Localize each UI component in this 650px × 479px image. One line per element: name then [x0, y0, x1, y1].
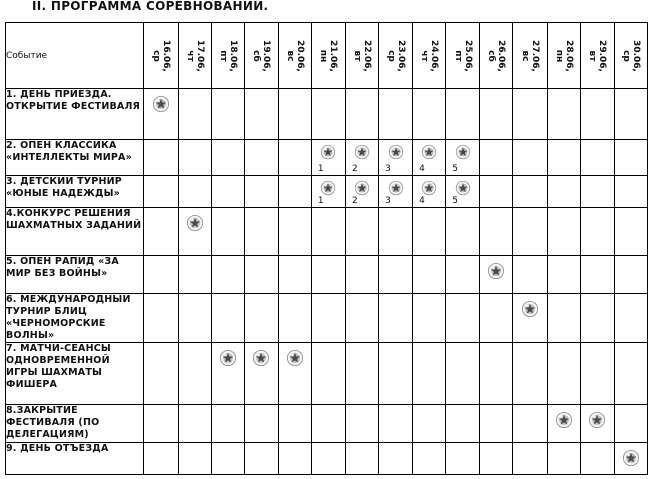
day-cell: [446, 256, 480, 294]
star-ball-icon: [252, 349, 270, 367]
day-cell: [244, 443, 278, 475]
day-cell: [345, 256, 378, 294]
date-column-header: [446, 23, 480, 89]
date-value: 22.06,: [362, 39, 373, 72]
day-cell: [345, 343, 378, 405]
day-cell: [144, 140, 178, 176]
star-ball-icon: [487, 262, 505, 280]
day-cell: [547, 256, 580, 294]
date-label: [151, 40, 171, 72]
day-cell: [580, 256, 614, 294]
star-ball-icon: [320, 144, 336, 160]
day-cell: [446, 405, 480, 443]
date-value: 30.06,: [630, 39, 641, 72]
day-cell: [211, 343, 244, 405]
day-cell: [278, 89, 311, 140]
day-cell: [345, 208, 378, 256]
star-ball-icon: [286, 349, 304, 367]
day-cell: [311, 89, 345, 140]
day-cell: [413, 256, 446, 294]
star-ball-icon: [421, 144, 437, 160]
date-label: [285, 40, 305, 72]
day-cell: [513, 443, 547, 475]
day-cell: [513, 176, 547, 208]
date-label: [318, 40, 338, 72]
event-name: 7. МАТЧИ-СЕАНСЫ ОДНОВРЕМЕННОЙ ИГРЫ ШАХМАТЫ ФИШЕРА: [6, 343, 144, 405]
date-value: 16.06,: [160, 39, 171, 72]
day-cell: [211, 256, 244, 294]
day-cell: [144, 405, 178, 443]
star-ball-icon: [455, 144, 471, 160]
date-value: 27.06,: [530, 39, 540, 72]
day-of-week: сб: [251, 49, 262, 62]
day-cell: [144, 256, 178, 294]
round-number: 3: [385, 164, 391, 174]
day-cell: [580, 140, 614, 176]
day-cell: [547, 140, 580, 176]
date-label: [218, 40, 238, 72]
day-cell: [278, 140, 311, 176]
table-row: [6, 343, 648, 405]
header-row: [6, 23, 648, 89]
day-of-week: вт: [352, 50, 363, 61]
day-cell: [244, 176, 278, 208]
date-column-header: [345, 23, 378, 89]
day-cell: [480, 443, 513, 475]
day-of-week: пн: [318, 49, 329, 62]
day-cell: [345, 443, 378, 475]
event-name: 5. ОПЕН РАПИД «ЗА МИР БЕЗ ВОЙНЫ»: [6, 256, 144, 294]
event-name: 4.КОНКУРС РЕШЕНИЯ ШАХМАТНЫХ ЗАДАНИЙ: [6, 208, 144, 256]
star-ball-icon: [354, 180, 370, 196]
star-ball-icon: [421, 180, 437, 196]
day-of-week: вс: [520, 49, 530, 62]
star-ball-icon: [388, 180, 404, 196]
day-cell: [446, 343, 480, 405]
day-cell: [278, 443, 311, 475]
day-of-week: ср: [385, 49, 396, 62]
day-cell: [513, 256, 547, 294]
day-cell: [178, 208, 211, 256]
date-column-header: [513, 23, 547, 89]
star-ball-icon: [622, 449, 640, 467]
event-name: 1. ДЕНЬ ПРИЕЗДА. ОТКРЫТИЕ ФЕСТИВАЛЯ: [6, 89, 144, 140]
day-cell: [547, 343, 580, 405]
day-cell: [547, 405, 580, 443]
date-column-header: [614, 23, 647, 89]
star-ball-icon: [219, 349, 237, 367]
day-cell: [278, 176, 311, 208]
day-of-week: вс: [284, 49, 295, 62]
day-cell: [278, 256, 311, 294]
table-row: [6, 140, 648, 176]
date-value: 17.06,: [194, 39, 205, 72]
event-column-header: Событие: [6, 23, 144, 89]
day-cell: [446, 294, 480, 343]
table-row: [6, 405, 648, 443]
day-cell: [480, 208, 513, 256]
day-cell: [413, 140, 446, 176]
day-cell: [480, 294, 513, 343]
day-cell: [614, 256, 647, 294]
date-label: [621, 40, 641, 72]
day-of-week: пн: [553, 49, 564, 62]
date-label: [185, 40, 205, 72]
day-cell: [278, 294, 311, 343]
day-cell: [446, 89, 480, 140]
day-cell: [144, 208, 178, 256]
day-cell: [211, 89, 244, 140]
day-cell: [345, 140, 378, 176]
date-column-header: [580, 23, 614, 89]
day-cell: [480, 89, 513, 140]
page-title: II. ПРОГРАММА СОРЕВНОВАНИЙ.: [32, 0, 269, 13]
round-number: 1: [317, 164, 324, 174]
star-ball-icon: [320, 180, 336, 196]
date-column-header: [480, 23, 513, 89]
day-cell: [413, 176, 446, 208]
day-cell: [178, 443, 211, 475]
day-cell: [413, 443, 446, 475]
day-cell: [580, 343, 614, 405]
day-cell: [345, 294, 378, 343]
day-cell: [244, 208, 278, 256]
round-number: 1: [317, 196, 324, 206]
date-label: [251, 40, 271, 72]
day-cell: [614, 140, 647, 176]
date-label: [554, 40, 574, 72]
event-name: 9. ДЕНЬ ОТЪЕЗДА: [6, 443, 144, 475]
day-cell: [513, 405, 547, 443]
day-cell: [446, 176, 480, 208]
day-cell: [413, 294, 446, 343]
date-column-header: [211, 23, 244, 89]
table-row: [6, 89, 648, 140]
day-cell: [614, 208, 647, 256]
day-cell: [379, 89, 413, 140]
star-ball-icon: [455, 180, 471, 196]
date-column-header: [278, 23, 311, 89]
day-cell: [480, 256, 513, 294]
day-of-week: ср: [620, 49, 631, 62]
date-column-header: [244, 23, 278, 89]
round-number: 3: [385, 196, 391, 206]
day-cell: [480, 343, 513, 405]
day-cell: [580, 208, 614, 256]
date-column-header: [178, 23, 211, 89]
date-value: 20.06,: [294, 39, 305, 72]
star-ball-icon: [152, 95, 170, 113]
day-cell: [446, 140, 480, 176]
date-value: 18.06,: [227, 39, 238, 72]
date-column-header: [144, 23, 178, 89]
day-of-week: пт: [217, 49, 228, 62]
date-value: 26.06,: [496, 39, 507, 72]
date-label: [453, 40, 473, 72]
round-number: 5: [452, 196, 458, 206]
day-cell: [278, 343, 311, 405]
star-ball-icon: [555, 411, 573, 429]
day-of-week: чт: [419, 49, 430, 62]
day-cell: [244, 294, 278, 343]
day-cell: [513, 294, 547, 343]
day-cell: [580, 294, 614, 343]
day-cell: [379, 443, 413, 475]
day-cell: [311, 294, 345, 343]
day-cell: [513, 343, 547, 405]
day-cell: [480, 140, 513, 176]
day-cell: [144, 443, 178, 475]
date-label: [520, 40, 540, 72]
day-of-week: вт: [587, 50, 598, 61]
table-row: [6, 208, 648, 256]
day-cell: [413, 405, 446, 443]
day-cell: [379, 176, 413, 208]
day-cell: [211, 405, 244, 443]
day-cell: [211, 176, 244, 208]
day-cell: [614, 89, 647, 140]
day-of-week: пт: [452, 49, 463, 62]
table-row: [6, 443, 648, 475]
round-number: 4: [419, 196, 425, 206]
event-name: 2. ОПЕН КЛАССИКА «ИНТЕЛЛЕКТЫ МИРА»: [6, 140, 144, 176]
day-of-week: ср: [150, 49, 161, 62]
star-ball-icon: [186, 214, 204, 232]
day-cell: [211, 443, 244, 475]
day-cell: [244, 343, 278, 405]
day-cell: [513, 89, 547, 140]
round-number: 2: [351, 196, 358, 206]
date-value: 29.06,: [597, 39, 608, 72]
day-of-week: сб: [486, 49, 497, 62]
day-cell: [311, 208, 345, 256]
date-column-header: [547, 23, 580, 89]
day-cell: [480, 176, 513, 208]
day-cell: [614, 343, 647, 405]
day-cell: [547, 294, 580, 343]
day-cell: [614, 176, 647, 208]
day-cell: [244, 256, 278, 294]
day-cell: [178, 343, 211, 405]
schedule-table: [5, 22, 648, 475]
round-number: 4: [419, 164, 425, 174]
star-ball-icon: [588, 411, 606, 429]
day-cell: [547, 208, 580, 256]
day-cell: [413, 89, 446, 140]
day-cell: [345, 89, 378, 140]
day-cell: [144, 294, 178, 343]
day-cell: [244, 140, 278, 176]
date-label: [419, 40, 439, 72]
day-cell: [513, 140, 547, 176]
star-ball-icon: [354, 144, 370, 160]
day-cell: [614, 405, 647, 443]
round-number: 5: [452, 164, 458, 174]
day-cell: [580, 405, 614, 443]
day-cell: [446, 443, 480, 475]
day-cell: [178, 176, 211, 208]
day-cell: [614, 443, 647, 475]
day-cell: [311, 405, 345, 443]
day-cell: [244, 89, 278, 140]
day-cell: [311, 343, 345, 405]
day-cell: [278, 208, 311, 256]
date-label: [386, 40, 406, 72]
date-value: 19.06,: [261, 39, 272, 72]
day-cell: [311, 443, 345, 475]
day-cell: [379, 256, 413, 294]
day-cell: [144, 176, 178, 208]
day-cell: [345, 176, 378, 208]
day-cell: [345, 405, 378, 443]
day-cell: [379, 294, 413, 343]
day-cell: [547, 443, 580, 475]
day-cell: [379, 140, 413, 176]
day-cell: [178, 140, 211, 176]
date-value: 24.06,: [429, 39, 440, 72]
schedule-body: [6, 89, 648, 475]
date-column-header: [413, 23, 446, 89]
star-ball-icon: [388, 144, 404, 160]
day-cell: [580, 89, 614, 140]
day-cell: [244, 405, 278, 443]
day-cell: [379, 343, 413, 405]
round-number: 2: [351, 164, 358, 174]
day-cell: [580, 176, 614, 208]
date-value: 28.06,: [563, 39, 574, 72]
day-cell: [211, 294, 244, 343]
day-cell: [311, 140, 345, 176]
date-label: [352, 40, 372, 72]
day-cell: [413, 343, 446, 405]
day-cell: [144, 89, 178, 140]
day-cell: [547, 89, 580, 140]
day-cell: [178, 405, 211, 443]
date-label: [486, 40, 506, 72]
date-label: [587, 40, 607, 72]
day-cell: [379, 208, 413, 256]
event-name: 3. ДЕТСКИЙ ТУРНИР «ЮНЫЕ НАДЕЖДЫ»: [6, 176, 144, 208]
table-row: [6, 176, 648, 208]
day-cell: [413, 208, 446, 256]
event-name: 8.ЗАКРЫТИЕ ФЕСТИВАЛЯ (ПО ДЕЛЕГАЦИЯМ): [6, 405, 144, 443]
day-cell: [211, 208, 244, 256]
day-cell: [614, 294, 647, 343]
date-value: 21.06,: [328, 39, 339, 72]
day-cell: [379, 405, 413, 443]
day-cell: [580, 443, 614, 475]
day-cell: [446, 208, 480, 256]
day-cell: [278, 405, 311, 443]
day-cell: [211, 140, 244, 176]
date-column-header: [379, 23, 413, 89]
day-cell: [480, 405, 513, 443]
date-column-header: [311, 23, 345, 89]
table-row: [6, 294, 648, 343]
day-cell: [513, 208, 547, 256]
day-cell: [144, 343, 178, 405]
day-cell: [311, 256, 345, 294]
table-row: [6, 256, 648, 294]
day-cell: [178, 89, 211, 140]
day-cell: [178, 294, 211, 343]
event-name: 6. МЕЖДУНАРОДНЫЙ ТУРНИР БЛИЦ «ЧЕРНОМОРСКИЕ ВОЛНЫ»: [6, 294, 144, 343]
day-cell: [311, 176, 345, 208]
star-ball-icon: [521, 300, 539, 318]
day-of-week: чт: [184, 49, 195, 62]
date-value: 23.06,: [395, 39, 406, 72]
day-cell: [547, 176, 580, 208]
date-value: 25.06,: [462, 39, 473, 72]
day-cell: [178, 256, 211, 294]
